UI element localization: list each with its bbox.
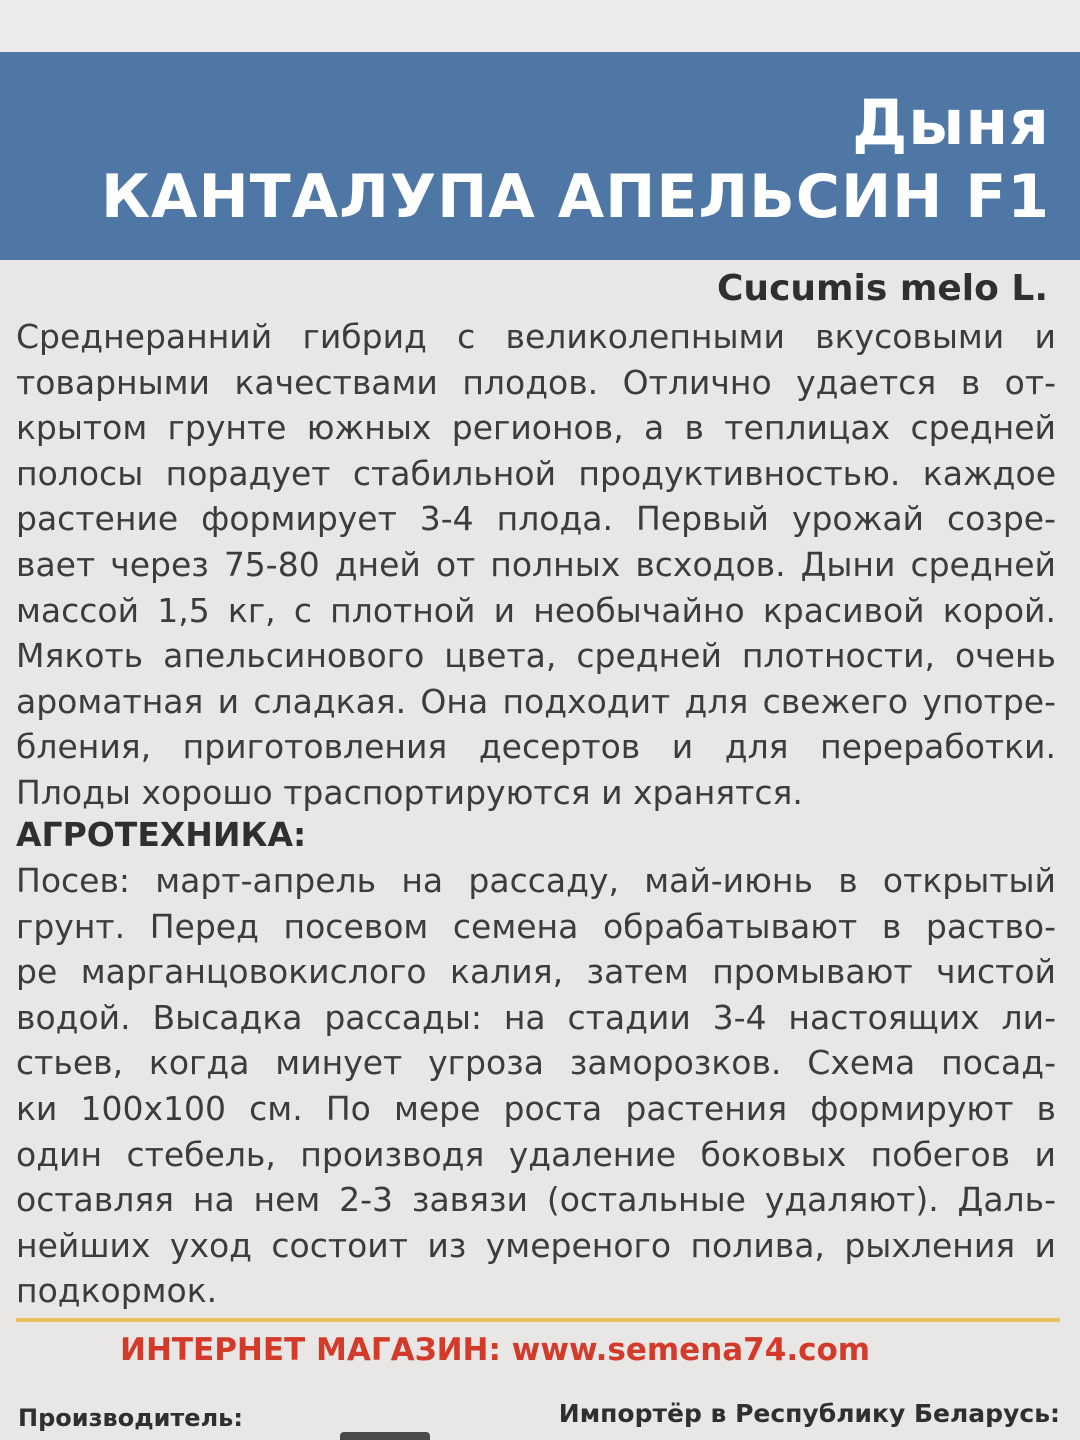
- agro-line: один стебель, производя удаление боковых побегов и: [16, 1134, 1056, 1174]
- agro-block: [16, 858, 1056, 1314]
- description-line: ароматная и сладкая. Она подходит для свежего употре-: [16, 681, 1056, 721]
- latin-name: Cucumis melo L.: [717, 268, 1048, 309]
- description-line: массой 1,5 кг, с плотной и необычайно красивой корой.: [16, 590, 1056, 630]
- description-line: полосы порадует стабильной продуктивностью. каждое: [16, 453, 1056, 493]
- description-line: товарными качествами плодов. Отлично удается в от-: [16, 362, 1056, 402]
- shop-url: ИНТЕРНЕТ МАГАЗИН: www.semena74.com: [120, 1332, 871, 1368]
- agro-line: грунт. Перед посевом семена обрабатывают в раство-: [16, 906, 1056, 946]
- variety-title: КАНТАЛУПА АПЕЛЬСИН F1: [101, 162, 1050, 232]
- description-line: бления, приготовления десертов и для переработки.: [16, 727, 1056, 767]
- description-line: вает через 75-80 дней от полных всходов. Дыни средней: [16, 544, 1056, 584]
- top-strip: [0, 0, 1080, 52]
- agro-line: ки 100х100 см. По мере роста растения формируют в: [16, 1088, 1056, 1128]
- description-line: Плоды хорошо траспортируются и хранятся.: [16, 772, 803, 812]
- agro-line: стьев, когда минует угроза заморозков. Схема посад-: [16, 1043, 1056, 1083]
- description-line: Мякоть апельсинового цвета, средней плотности, очень: [16, 636, 1056, 676]
- description-block: [16, 314, 1056, 816]
- agro-heading: АГРОТЕХНИКА:: [16, 815, 307, 854]
- cropped-text-fragment: [340, 1432, 430, 1440]
- divider: [16, 1318, 1060, 1322]
- description-line: растение формирует 3-4 плода. Первый урожай созре-: [16, 499, 1056, 539]
- description-line: Среднеранний гибрид с великолепными вкусовыми и: [16, 317, 1056, 356]
- agro-line: нейших уход состоит из умереного полива, рыхления и: [16, 1225, 1056, 1265]
- description-line: крытом грунте южных регионов, а в теплицах средней: [16, 408, 1056, 448]
- agro-line: оставляя на нем 2-3 завязи (остальные удаляют). Даль-: [16, 1180, 1056, 1220]
- importer-label: Импортёр в Республику Беларусь:: [558, 1399, 1060, 1428]
- product-type-title: Дыня: [852, 86, 1050, 159]
- agro-line: подкормок.: [16, 1271, 218, 1311]
- agro-line: водой. Высадка рассады: на стадии 3-4 настоящих ли-: [16, 997, 1056, 1037]
- agro-line: Посев: март-апрель на рассаду, май-июнь в открытый: [16, 861, 1056, 900]
- agro-line: ре марганцовокислого калия, затем промывают чистой: [16, 952, 1056, 992]
- manufacturer-label: Производитель:: [18, 1404, 243, 1432]
